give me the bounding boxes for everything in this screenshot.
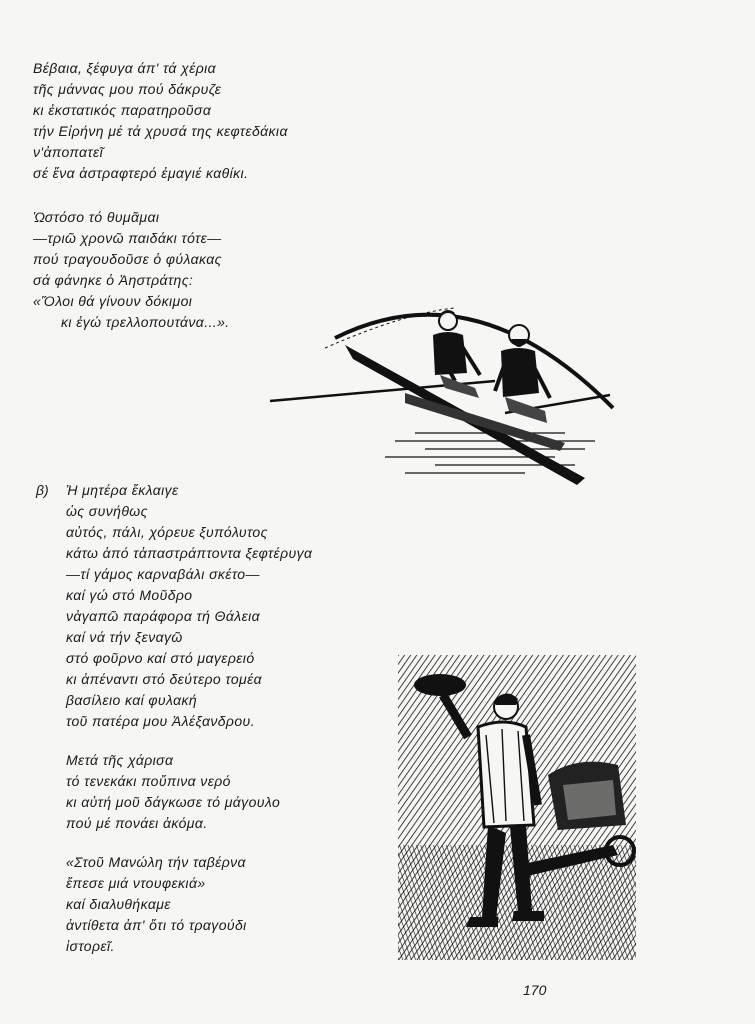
stanza-2 [33, 207, 230, 333]
farmer-illustration [398, 655, 636, 960]
verse-line: κάτω ἀπό τἀπαστράπτοντα ξεφτέρυγα [66, 545, 313, 561]
verse-line: νἀγαπῶ παράφορα τή Θάλεια [66, 608, 261, 624]
stanza-5 [66, 852, 247, 957]
section-marker: β) [36, 482, 49, 498]
verse-line: ἀντίθετα ἀπ' ὅτι τό τραγούδι [66, 917, 247, 933]
verse-line: ὡς συνήθως [66, 503, 148, 519]
verse-line: κι ἀπέναντι στό δεύτερο τομέα [66, 671, 263, 687]
stanza-1 [33, 58, 288, 184]
verse-line: ἱστορεῖ. [66, 938, 115, 954]
page-number: 170 [523, 982, 547, 998]
verse-line: τῆς μάννας μου πού δάκρυζε [33, 81, 222, 97]
verse-line: σέ ἕνα ἀστραφτερό ἐμαγιέ καθίκι. [33, 165, 249, 181]
verse-line: τήν Εἰρήνη μέ τά χρυσά της κεφτεδάκια [33, 123, 288, 139]
verse-line: «Στοῦ Μανώλη τήν ταβέρνα [66, 854, 246, 870]
verse-line: τοῦ πατέρα μου Ἀλέξανδρου. [66, 713, 255, 729]
verse-line: κι ἐγώ τρελλοπουτάνα...». [61, 314, 230, 330]
verse-line: ἔπεσε μιά ντουφεκιά» [66, 875, 206, 891]
verse-line: κι ἐκστατικός παρατηροῦσα [33, 102, 212, 118]
rowing-illustration [265, 293, 625, 493]
verse-line: —τριῶ χρονῶ παιδάκι τότε— [33, 230, 222, 246]
verse-line: Ἡ μητέρα ἔκλαιγε [66, 482, 179, 498]
verse-line: ν'ἀποπατεῖ [33, 144, 104, 160]
stanza-3 [66, 480, 312, 732]
verse-line: —τί γάμος καρναβάλι σκέτο— [66, 566, 260, 582]
verse-line: Μετά τῆς χάρισα [66, 752, 174, 768]
verse-line: σά φάνηκε ὁ Ἀηστράτης: [33, 272, 194, 288]
verse-line: κι αὐτή μοῦ δάγκωσε τό μάγουλο [66, 794, 281, 810]
verse-line: πού τραγουδοῦσε ὁ φύλακας [33, 251, 222, 267]
verse-line: αὐτός, πάλι, χόρευε ξυπόλυτος [66, 524, 268, 540]
verse-line: καί γώ στό Μοῦδρο [66, 587, 193, 603]
verse-line: Βέβαια, ξέφυγα άπ' τά χέρια [33, 60, 217, 76]
verse-line: πού μέ πονάει ἀκόμα. [66, 815, 208, 831]
verse-line: στό φοῦρνο καί στό μαγερειό [66, 650, 255, 666]
stanza-4 [66, 750, 280, 834]
verse-line: καί νά τήν ξεναγῶ [66, 629, 183, 645]
verse-line: τό τενεκάκι ποὔπινα νερό [66, 773, 231, 789]
verse-line: βασίλειο καί φυλακή [66, 692, 198, 708]
verse-line: Ὡστόσο τό θυμᾶμαι [33, 209, 160, 225]
verse-line: καί διαλυθήκαμε [66, 896, 171, 912]
verse-line: «Ὅλοι θά γίνουν δόκιμοι [33, 293, 193, 309]
